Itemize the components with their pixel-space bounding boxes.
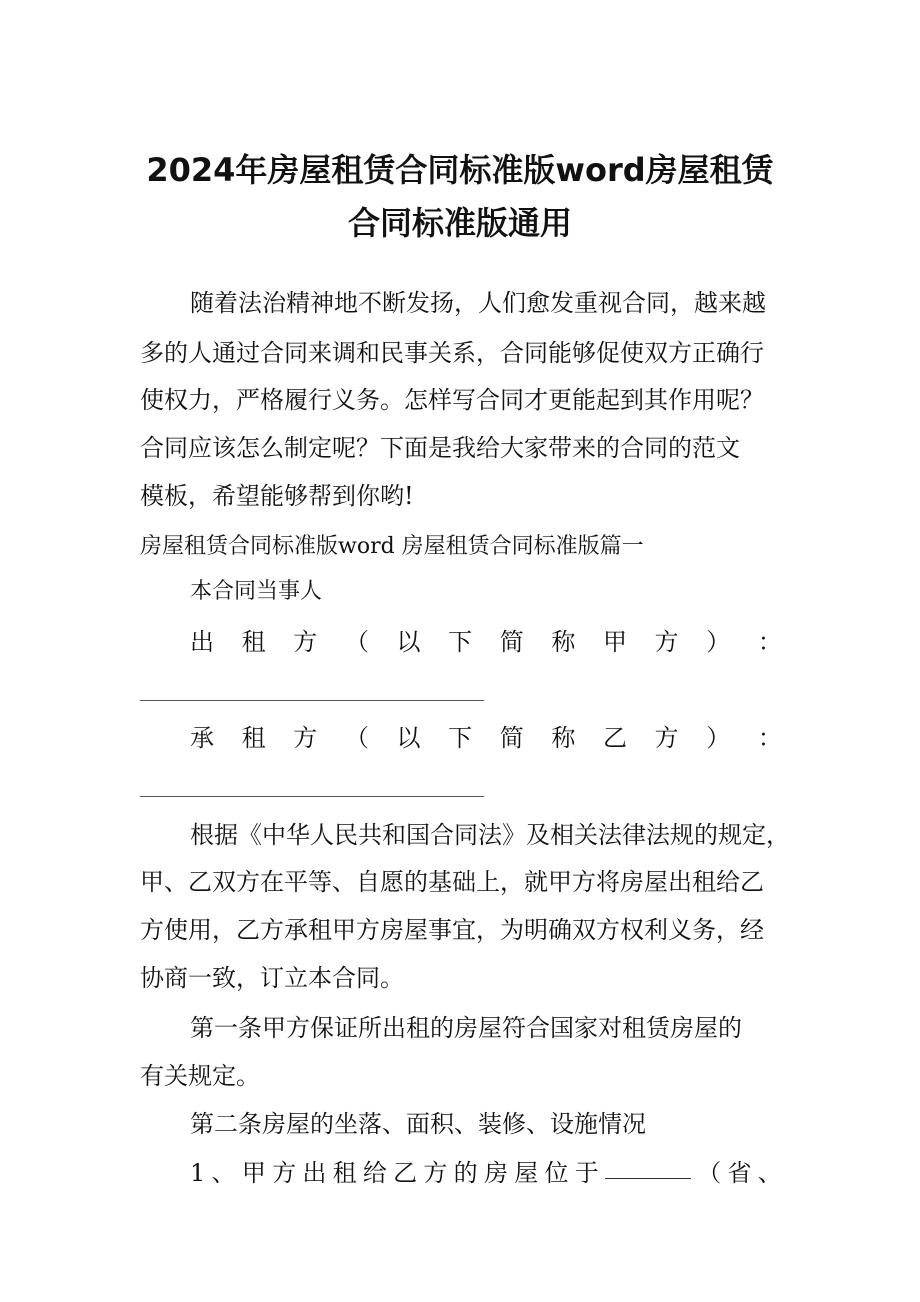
lessor-char: ： (757, 628, 782, 656)
basis-paragraph-line: 协商一致，订立本合同。 (140, 964, 404, 992)
basis-paragraph-line: 甲、乙双方在平等、自愿的基础上，就甲方将房屋出租给乙 (140, 868, 764, 896)
lessee-char: 下 (448, 724, 473, 752)
item1-char: 屋 (514, 1159, 539, 1187)
article2-item1-line (190, 1158, 782, 1188)
lessor-char: ） (706, 628, 731, 656)
lessor-char: 称 (551, 628, 576, 656)
intro-paragraph-line: 使权力，严格履行义务。怎样写合同才更能起到其作用呢？ (140, 386, 764, 414)
basis-paragraph-line: 方使用，乙方承租甲方房屋事宜，为明确双方权利义务，经 (140, 916, 764, 944)
item1-char: （ (697, 1159, 722, 1187)
basis-paragraph-line: 根据《中华人民共和国合同法》及相关法律法规的规定， (190, 821, 790, 849)
lessee-char: 租 (241, 724, 266, 752)
item1-char: 出 (302, 1159, 327, 1187)
location-fill-blank (605, 1158, 691, 1179)
item1-char: 给 (362, 1159, 387, 1187)
lessee-char: （ (344, 724, 369, 752)
lessor-char: 租 (241, 628, 266, 656)
lessee-char: 简 (499, 724, 524, 752)
lessor-fill-blank (140, 700, 484, 701)
lessee-char: ： (757, 724, 782, 752)
item1-char: 、 (211, 1159, 236, 1187)
item1-char: 乙 (393, 1159, 418, 1187)
lessee-char: 乙 (603, 724, 627, 752)
lessee-line (190, 723, 782, 753)
item1-char: 于 (574, 1159, 599, 1187)
item1-char: 省 (727, 1159, 752, 1187)
lessee-char: 称 (551, 724, 576, 752)
article1-line: 有关规定。 (140, 1062, 260, 1090)
lessee-char: 方 (654, 724, 679, 752)
lessor-char: 下 (448, 628, 473, 656)
article2-heading: 第二条房屋的坐落、面积、装修、设施情况 (190, 1110, 646, 1138)
item1-char: 租 (332, 1159, 357, 1187)
intro-paragraph-line: 合同应该怎么制定呢？下面是我给大家带来的合同的范文 (140, 434, 740, 462)
lessor-line (190, 627, 782, 657)
item1-char: 、 (757, 1159, 782, 1187)
item1-char: 的 (453, 1159, 478, 1187)
lessor-char: 出 (190, 628, 214, 656)
item1-char: 方 (423, 1159, 448, 1187)
intro-paragraph-line: 多的人通过合同来调和民事关系，合同能够促使双方正确行 (140, 339, 764, 367)
lessor-char: 方 (293, 628, 318, 656)
article1-line: 第一条甲方保证所出租的房屋符合国家对租赁房屋的 (190, 1014, 742, 1042)
section-heading: 房屋租赁合同标准版word 房屋租赁合同标准版篇一 (140, 534, 644, 559)
item1-char: 房 (483, 1159, 508, 1187)
lessor-char: （ (344, 628, 369, 656)
intro-paragraph-line: 模板，希望能够帮到你哟! (140, 482, 414, 510)
document-title-line-2: 合同标准版通用 (347, 204, 572, 242)
lessee-char: 以 (396, 724, 421, 752)
item1-char: 方 (272, 1159, 297, 1187)
item1-char: 1 (190, 1159, 206, 1187)
parties-heading: 本合同当事人 (190, 579, 323, 604)
intro-paragraph-line: 随着法治精神地不断发扬，人们愈发重视合同，越来越 (190, 289, 766, 317)
lessor-char: 以 (396, 628, 421, 656)
item1-char: 甲 (241, 1159, 266, 1187)
lessee-char: 方 (293, 724, 318, 752)
lessee-char: 承 (190, 724, 214, 752)
lessor-char: 简 (499, 628, 524, 656)
lessor-char: 方 (654, 628, 679, 656)
lessee-fill-blank (140, 796, 484, 797)
lessor-char: 甲 (603, 628, 627, 656)
document-title-line-1: 2024年房屋租赁合同标准版word房屋租赁 (146, 151, 774, 189)
lessee-char: ） (706, 724, 731, 752)
item1-char: 位 (544, 1159, 569, 1187)
